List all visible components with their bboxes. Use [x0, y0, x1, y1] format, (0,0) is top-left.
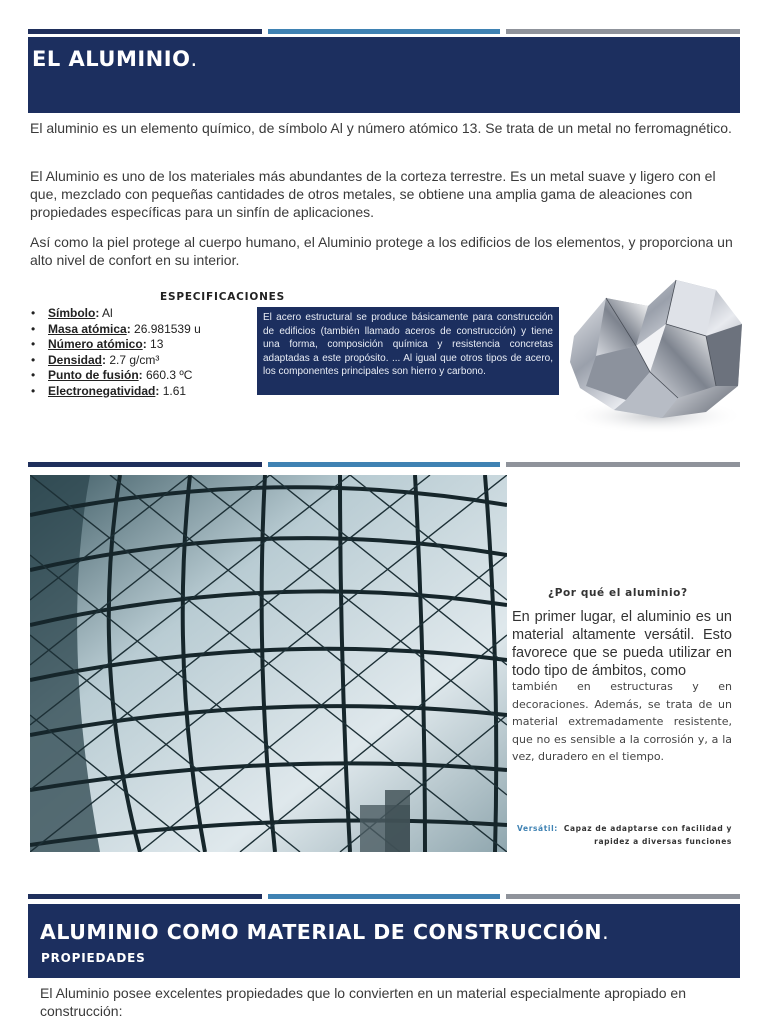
specs-list — [28, 306, 253, 399]
spec-item: • Símbolo: Al — [28, 306, 253, 322]
title-banner — [28, 37, 740, 113]
section2-paragraph: El Aluminio posee excelentes propiedades que lo convierten en un material especialmente apropiado en construcción: — [40, 985, 686, 1019]
glass-roof-photo — [30, 475, 507, 852]
spec-item: • Punto de fusión: 660.3 ºC — [28, 368, 253, 384]
definition-text: Capaz de adaptarse con facilidad y rapidez a diversas funciones — [563, 824, 732, 846]
section2-subtitle: PROPIEDADES — [41, 951, 146, 965]
why-paragraph-a: En primer lugar, el aluminio es un material altamente versátil. Esto favorece que se pueda utilizar en todo tipo de ámbitos, como — [512, 609, 732, 679]
divider-bar-blue — [268, 462, 500, 467]
section2-banner — [28, 904, 740, 978]
aluminum-sample-image — [566, 276, 744, 434]
intro-paragraph-1: El aluminio es un elemento químico, de símbolo Al y número atómico 13. Se trata de un metal no ferromagnético. — [30, 120, 732, 136]
divider-bar-blue — [268, 894, 500, 899]
definition-term: Versátil: — [517, 824, 558, 833]
divider-bar-gray — [506, 462, 740, 467]
spec-item: • Electronegatividad: 1.61 — [28, 384, 253, 400]
why-heading: ¿Por qué el aluminio? — [548, 587, 688, 599]
divider-bar-gray — [506, 894, 740, 899]
steel-note-box: El acero estructural se produce básicamente para construcción de edificios (también llamado aceros de construcción) y tiene una forma, composición química y resistencia concretas adaptadas a este propósito. ... Al igual que otros tipos de acero, los componentes principales son hierro y carbono. — [257, 307, 559, 395]
spec-item: • Número atómico: 13 — [28, 337, 253, 353]
divider-bar-navy — [28, 29, 262, 34]
intro-paragraph-2: El Aluminio es uno de los materiales más abundantes de la corteza terrestre. Es un metal suave y ligero con el que, mezclado con pequeñas cantidades de otros metales, se obtiene una amplia gama de aleaciones con propiedades específicas para un sinfín de aplicaciones. — [30, 168, 716, 220]
section2-title: ALUMINIO COMO MATERIAL DE CONSTRUCCIÓN. — [40, 920, 610, 944]
versatile-definition — [510, 822, 732, 848]
why-paragraph-b: también en estructuras y en decoraciones. Además, se trata de un material extremadamente resistente, que no es sensible a la corrosión y, a la vez, duradero en el tiempo. — [512, 680, 732, 763]
specs-heading: ESPECIFICACIONES — [160, 291, 285, 303]
spec-item: • Masa atómica: 26.981539 u — [28, 322, 253, 338]
divider-bar-navy — [28, 894, 262, 899]
divider-bar-gray — [506, 29, 740, 34]
spec-item: • Densidad: 2.7 g/cm³ — [28, 353, 253, 369]
page-title: EL ALUMINIO. — [32, 47, 198, 71]
intro-paragraph-3: Así como la piel protege al cuerpo humano, el Aluminio protege a los edificios de los elementos, y proporciona un alto nivel de confort en su interior. — [30, 234, 733, 268]
divider-bar-navy — [28, 462, 262, 467]
divider-bar-blue — [268, 29, 500, 34]
